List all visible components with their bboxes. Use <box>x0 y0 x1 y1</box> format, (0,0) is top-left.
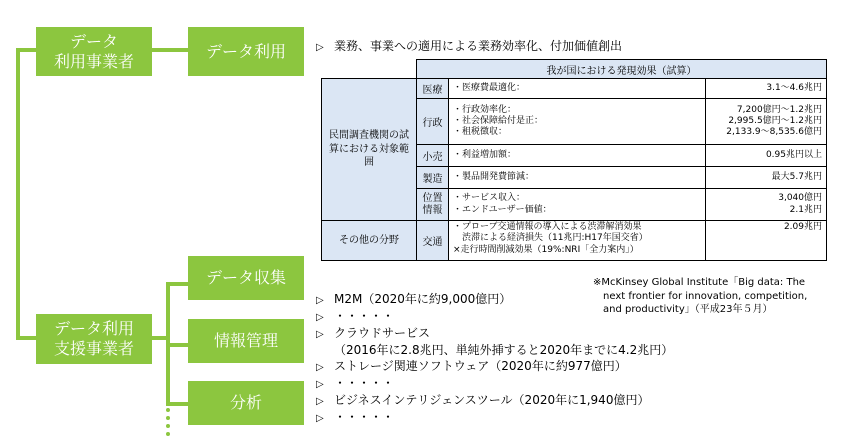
value-text: 3,040億円 <box>778 193 822 204</box>
value-text: 最大5.7兆円 <box>771 171 822 182</box>
category-cell: 行政 <box>417 99 449 145</box>
bullet-cloud <box>316 324 430 341</box>
category-cell: 位置情報 <box>417 189 449 221</box>
data-collection-box: データ収集 <box>188 256 304 300</box>
bullet-dots-3 <box>316 408 394 425</box>
category-cell: 医療 <box>417 79 449 99</box>
items-cell <box>449 99 706 145</box>
item-text: ×走行時間削減効果（19%:NRI「全力案内」） <box>453 244 639 255</box>
data-use-box: データ利用 <box>188 27 304 76</box>
analysis-box: 分析 <box>188 381 304 425</box>
value-text: 3.1～4.6兆円 <box>766 82 822 93</box>
category-cell: 小売 <box>417 145 449 167</box>
connector-analyze <box>166 402 188 406</box>
item-text: ・行政効率化： <box>453 104 517 115</box>
bullet-text: ・・・・・ <box>334 376 395 390</box>
value-cell <box>706 221 827 261</box>
bullet-dots-1 <box>316 307 394 324</box>
value-cell <box>706 99 827 145</box>
support-provider-box: データ利用 支援事業者 <box>36 314 152 364</box>
bullet-text: ・・・・・ <box>334 410 395 424</box>
table-row <box>322 79 827 99</box>
bullet-text: ストレージ関連ソフトウェア（2020年に約977億円） <box>334 359 627 373</box>
value-cell <box>706 167 827 189</box>
info-management-box: 情報管理 <box>188 319 304 363</box>
item-text: ・租税徴収： <box>453 127 508 138</box>
bullet-text: M2M（2020年に約9,000億円） <box>334 292 512 306</box>
data-user-box: データ 利用事業者 <box>36 27 152 76</box>
bullet-m2m <box>316 290 511 307</box>
value-cell <box>706 79 827 99</box>
item-text: ・社会保障給付是正： <box>453 115 544 126</box>
value-text: 0.95兆円以上 <box>765 149 822 160</box>
triangle-bullet-icon: ▷ <box>316 312 324 323</box>
item-text: ・利益増加額： <box>453 149 517 160</box>
connector-top-left <box>16 48 36 52</box>
bullet-text: 業務、事業への適用による業務効率化、付加価値創出 <box>334 39 623 53</box>
item-text: 渋滞による経済損失（11兆円:H17年国交省） <box>453 233 648 244</box>
bullet-bi <box>316 391 649 408</box>
triangle-bullet-icon: ▷ <box>316 413 324 424</box>
items-cell <box>449 79 706 99</box>
table-header-row <box>322 60 827 79</box>
item-text: ・製品開発費節減： <box>453 171 535 182</box>
bullet-cloud-sub: （2016年に2.8兆円、単純外挿すると2020年までに4.2兆円） <box>334 343 674 357</box>
value-text: 2,995.5億円～1.2兆円 <box>728 115 822 126</box>
bullet-dots-2 <box>316 374 394 391</box>
table-header: 我が国における発現効果（試算） <box>417 60 827 79</box>
items-cell <box>449 145 706 167</box>
items-cell <box>449 167 706 189</box>
item-text: ・プローブ交通情報の導入による渋滞解消効果 <box>453 222 642 232</box>
bullet-text: ビジネスインテリジェンスツール（2020年に1,940億円） <box>334 393 650 407</box>
bullet-text: クラウドサービス <box>334 326 431 340</box>
connector-vertical-left <box>16 48 20 340</box>
data-use-description <box>316 37 622 54</box>
effect-estimate-table <box>321 59 827 261</box>
empty-corner <box>322 60 417 79</box>
item-text: ・サービス収入： <box>453 193 526 204</box>
category-cell: 製造 <box>417 167 449 189</box>
category-cell: 交通 <box>417 221 449 261</box>
connector-top-mid <box>152 48 188 52</box>
value-text: 7,200億円～1.2兆円 <box>736 104 822 115</box>
triangle-bullet-icon: ▷ <box>316 379 324 390</box>
value-text: 2,133.9～8,535.6億円 <box>726 127 822 138</box>
other-fields-label: その他の分野 <box>322 221 417 261</box>
value-text: 2.09兆円 <box>783 222 822 232</box>
items-cell <box>449 221 706 261</box>
bullet-storage <box>316 357 627 374</box>
value-cell <box>706 189 827 221</box>
items-cell <box>449 189 706 221</box>
left-scope-label: 民間調査機関の試算における対象範囲 <box>322 79 417 221</box>
triangle-bullet-icon: ▷ <box>316 329 324 340</box>
triangle-bullet-icon: ▷ <box>316 295 324 306</box>
triangle-bullet-icon: ▷ <box>316 396 324 407</box>
table-row <box>322 221 827 261</box>
bullet-text: ・・・・・ <box>334 309 395 323</box>
connector-collect <box>166 282 188 286</box>
connector-bottom-left <box>16 336 36 340</box>
item-text: ・エンドユーザー価値： <box>453 204 552 215</box>
source-note: ※McKinsey Global Institute「Big data: The next frontier for innovation, competition, and productivity」（平成23年５月） <box>593 277 808 315</box>
item-text: ・医療費最適化： <box>453 82 526 93</box>
value-cell <box>706 145 827 167</box>
connector-dotted-continuation <box>166 408 170 436</box>
triangle-bullet-icon: ▷ <box>316 42 324 53</box>
value-text: 2.1兆円 <box>789 204 822 215</box>
triangle-bullet-icon: ▷ <box>316 362 324 373</box>
connector-manage <box>166 343 188 347</box>
